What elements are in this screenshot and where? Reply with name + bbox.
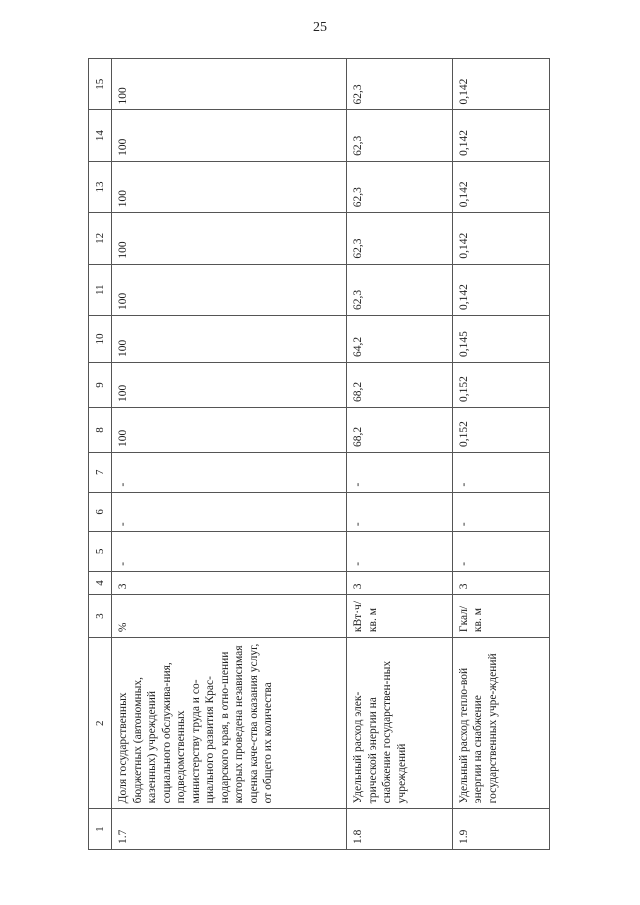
value-cell: - [452, 452, 549, 492]
value-cell: 100 [112, 161, 347, 212]
value-cell: - [347, 532, 452, 572]
data-table [88, 58, 550, 850]
value-cell: 100 [112, 315, 347, 362]
header-cell: 8 [89, 407, 112, 452]
header-cell: 3 [89, 595, 112, 638]
indicator-text: Удельный расход элек-трической энергии на снабжение государствен-ных учреждений [347, 638, 452, 809]
unit-cell: Гкал/ кв. м [452, 595, 549, 638]
header-cell: 5 [89, 532, 112, 572]
table-row [452, 59, 549, 850]
unit-cell: кВт·ч/ кв. м [347, 595, 452, 638]
value-cell: 68,2 [347, 407, 452, 452]
value-cell: 0,145 [452, 315, 549, 362]
value-cell: 0,142 [452, 213, 549, 264]
value-cell: 0,142 [452, 264, 549, 315]
value-cell: 100 [112, 110, 347, 161]
header-cell: 12 [89, 213, 112, 264]
value-cell: - [452, 532, 549, 572]
header-cell: 9 [89, 363, 112, 408]
value-cell: - [112, 492, 347, 532]
header-cell: 7 [89, 452, 112, 492]
value-cell: 3 [347, 571, 452, 595]
header-cell: 11 [89, 264, 112, 315]
value-cell: 100 [112, 407, 347, 452]
row-number: 1.8 [347, 809, 452, 850]
row-number: 1.7 [112, 809, 347, 850]
value-cell: 62,3 [347, 264, 452, 315]
value-cell: 64,2 [347, 315, 452, 362]
table-row [112, 59, 347, 850]
header-cell: 13 [89, 161, 112, 212]
indicator-text: Доля государственных бюджетных (автономных, казенных) учреждений социального обслужива-ния, подведомственных министерству труда и со-циального развития Крас-нодарского края, в отно-шении которых проведена независимая оценка каче-ства оказания услуг, от общего их количества [112, 638, 347, 809]
value-cell: 62,3 [347, 161, 452, 212]
value-cell: 0,152 [452, 363, 549, 408]
header-cell: 4 [89, 571, 112, 595]
header-cell: 15 [89, 59, 112, 110]
value-cell: - [452, 492, 549, 532]
value-cell: 100 [112, 264, 347, 315]
header-cell: 14 [89, 110, 112, 161]
value-cell: - [112, 532, 347, 572]
value-cell: 0,142 [452, 110, 549, 161]
value-cell: 3 [112, 571, 347, 595]
rotated-table-container [88, 58, 550, 850]
header-cell: 1 [89, 809, 112, 850]
value-cell: 0,142 [452, 161, 549, 212]
value-cell: - [347, 452, 452, 492]
header-cell: 10 [89, 315, 112, 362]
value-cell: 0,142 [452, 59, 549, 110]
header-row [89, 59, 112, 850]
value-cell: 68,2 [347, 363, 452, 408]
value-cell: - [112, 452, 347, 492]
value-cell: 62,3 [347, 110, 452, 161]
header-cell: 6 [89, 492, 112, 532]
unit-cell: % [112, 595, 347, 638]
page-number: 25 [313, 20, 327, 35]
table-row [347, 59, 452, 850]
value-cell: 100 [112, 213, 347, 264]
value-cell: 100 [112, 59, 347, 110]
value-cell: 62,3 [347, 213, 452, 264]
value-cell: 62,3 [347, 59, 452, 110]
value-cell: 3 [452, 571, 549, 595]
value-cell: 0,152 [452, 407, 549, 452]
value-cell: 100 [112, 363, 347, 408]
indicator-text: Удельный расход тепло-вой энергии на снабжение государственных учре-ждений [452, 638, 549, 809]
header-cell: 2 [89, 638, 112, 809]
row-number: 1.9 [452, 809, 549, 850]
value-cell: - [347, 492, 452, 532]
